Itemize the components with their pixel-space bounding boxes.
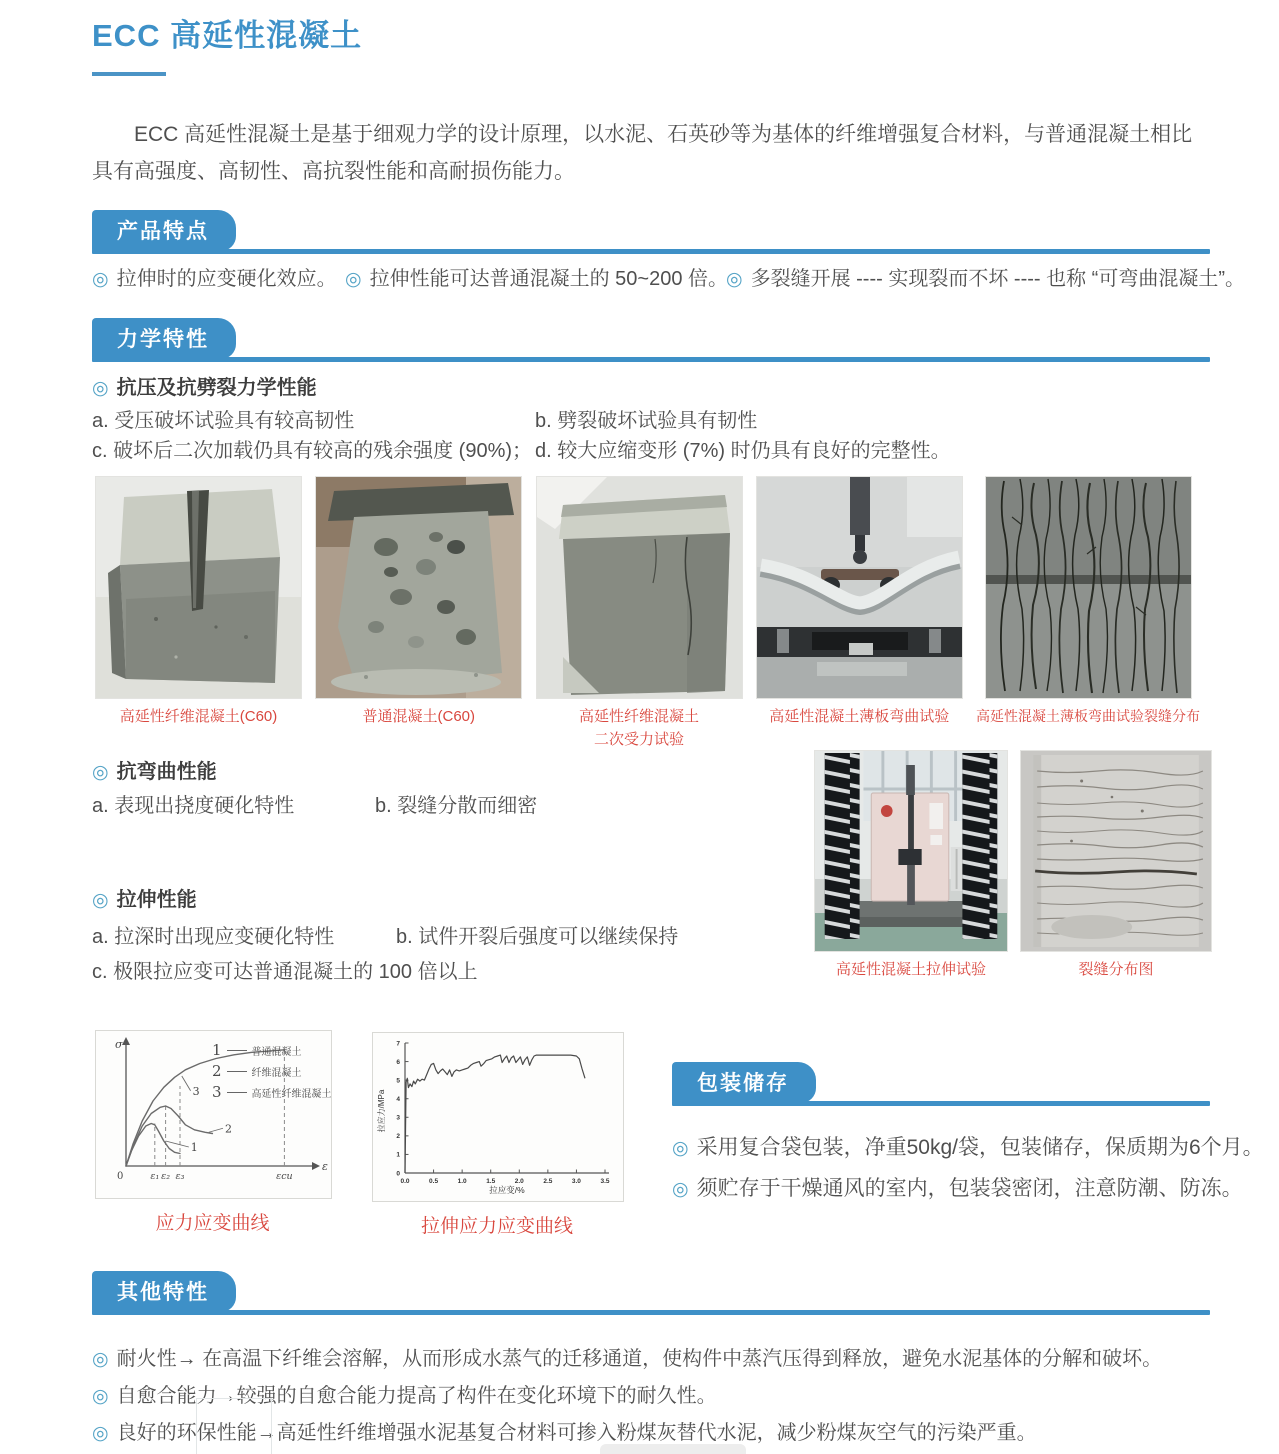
tensile-curve-chart-svg	[373, 1033, 623, 1201]
x-tick-label: 3.0	[571, 1178, 581, 1185]
double-circle-bullet-icon: ◎	[345, 269, 362, 290]
x-tick-label: ε₃	[175, 1171, 185, 1182]
legend-number: 2	[212, 1062, 222, 1080]
other-item-2-text: 自愈合能力→较强的自愈合能力提高了构件在变化环境下的耐久性。	[116, 1385, 717, 1407]
bending-heading	[92, 755, 217, 784]
section-packaging-tab: 包装储存	[672, 1062, 816, 1103]
packaging-item-2	[672, 1172, 1243, 1202]
section-features-header	[92, 210, 1210, 254]
chart-caption: 应力应变曲线	[155, 1213, 270, 1234]
photo-figure-bending-cracks	[976, 476, 1200, 751]
x-axis-label: 拉应变/%	[489, 1185, 525, 1195]
y-tick-label: 0	[396, 1170, 400, 1178]
photo-figure-tensile-machine	[814, 750, 1008, 982]
x-tick-label: 2.5	[543, 1178, 553, 1185]
curve-label-leader	[166, 1141, 189, 1147]
compress-item-b: b. 劈裂破坏试验具有韧性	[535, 410, 758, 432]
photo-caption: 高延性混凝土拉伸试验	[835, 961, 986, 978]
intro-paragraph: ECC 高延性混凝土是基于细观力学的设计原理，以水泥、石英砂等为基体的纤维增强复合材料，与普通混凝土相比具有高强度、高韧性、高抗裂性能和高耐损伤能力。	[92, 123, 1193, 183]
feature-item-2-text: 拉伸性能可达普通混凝土的 50~200 倍。	[369, 268, 729, 290]
double-circle-bullet-icon: ◎	[92, 1423, 109, 1444]
mechanics-photo-row	[95, 476, 1200, 751]
x-tick-label: ε₁	[150, 1171, 160, 1182]
compress-heading	[92, 371, 317, 400]
thin-plate-bending-test-image	[756, 476, 963, 699]
legend-label: 高延性纤维混凝土	[251, 1088, 332, 1100]
chart-caption: 拉伸应力应变曲线	[420, 1216, 573, 1237]
y-tick-label: 3	[396, 1114, 400, 1122]
section-features-tab: 产品特点	[92, 210, 236, 251]
bending-heading-text: 抗弯曲性能	[116, 761, 217, 783]
section-features-rule	[92, 249, 1210, 254]
tensile-heading	[92, 883, 197, 912]
packaging-item-2-text: 须贮存于干燥通风的室内，包装袋密闭，注意防潮、防冻。	[696, 1177, 1243, 1200]
double-circle-bullet-icon: ◎	[726, 269, 743, 290]
tensile-curve-figure	[372, 1032, 622, 1238]
photo-caption: 高延性混凝土薄板弯曲试验裂缝分布	[976, 708, 1200, 724]
origin-label: 0	[117, 1171, 124, 1182]
photo-figure-crack-map	[1020, 750, 1212, 982]
compress-item-c: c. 破坏后二次加载仍具有较高的残余强度 (90%)；	[92, 440, 533, 462]
y-tick-label: 6	[396, 1058, 400, 1066]
curve-number-label: 1	[190, 1141, 198, 1154]
legend-line-swatch	[227, 1092, 247, 1093]
bending-crack-distribution-image	[985, 476, 1192, 699]
tensile-item-b: b. 试件开裂后强度可以继续保持	[396, 926, 679, 948]
curve-number-label: 2	[225, 1122, 232, 1136]
section-other-rule	[92, 1310, 1210, 1315]
ordinary-concrete-c60-image	[315, 476, 522, 699]
legend-label: 纤维混凝土	[251, 1067, 302, 1079]
x-tick-label: 1.5	[486, 1178, 496, 1185]
photo-caption: 裂缝分布图	[1078, 961, 1154, 978]
stress-strain-chart-figure	[95, 1030, 330, 1235]
photo-caption-line-2: 二次受力试验	[593, 730, 684, 748]
legend-line-swatch	[227, 1071, 247, 1072]
x-tick-label: ε₂	[161, 1171, 171, 1182]
y-tick-label: 4	[396, 1096, 400, 1104]
other-item-1-text: 耐火性→ 在高温下纤维会溶解，从而形成水蒸气的迁移通道，使构件中蒸汽压得到释放，避免水泥基体的分解和破坏。	[116, 1348, 1163, 1370]
tensile-curve	[405, 1055, 585, 1173]
photo-figure-plate-bending	[756, 476, 963, 751]
other-item-1	[92, 1342, 1162, 1371]
tensile-item-c: c. 极限拉应变可达普通混凝土的 100 倍以上	[92, 961, 478, 983]
y-tick-label: 2	[396, 1133, 400, 1141]
photo-figure-ductile-c60	[95, 476, 302, 751]
chart-legend	[212, 1041, 332, 1104]
faint-cropped-element-artifact	[600, 1444, 746, 1454]
ductile-fiber-concrete-c60-image	[95, 476, 302, 699]
bending-item-b: b. 裂缝分散而细密	[375, 795, 538, 817]
other-item-3-text: 良好的环保性能→高延性纤维增强水泥基复合材料可掺入粉煤灰替代水泥，减少粉煤灰空气的污染严重。	[116, 1422, 1037, 1444]
legend-number: 1	[212, 1041, 222, 1059]
bending-item-a: a. 表现出挠度硬化特性	[92, 795, 295, 817]
curve-label-leader	[209, 1128, 223, 1132]
x-tick-label: 0.5	[429, 1178, 439, 1185]
feature-item-3-text: 多裂缝开展 ---- 实现裂而不坏 ---- 也称 “可弯曲混凝土”。	[750, 268, 1245, 290]
section-other-tab: 其他特性	[92, 1271, 236, 1312]
feature-item-1	[92, 262, 337, 291]
double-circle-bullet-icon: ◎	[92, 1386, 109, 1407]
compress-item-d: d. 较大应缩变形 (7%) 时仍具有良好的完整性。	[535, 440, 951, 462]
double-circle-bullet-icon: ◎	[92, 890, 109, 911]
tensile-test-machine-image	[814, 750, 1008, 952]
curve-number-label: 3	[192, 1084, 200, 1098]
packaging-item-1-text: 采用复合袋包装，净重50kg/袋，包装储存，保质期为6个月。	[696, 1136, 1264, 1159]
stress-strain-chart	[95, 1030, 332, 1199]
faint-cropped-drawing-artifact	[196, 1398, 272, 1454]
tensile-heading-text: 拉伸性能	[116, 889, 197, 911]
double-circle-bullet-icon: ◎	[672, 1138, 689, 1159]
double-circle-bullet-icon: ◎	[672, 1179, 689, 1200]
compress-item-a: a. 受压破坏试验具有较高韧性	[92, 410, 355, 432]
legend-row	[212, 1062, 332, 1080]
x-tick-label: 3.5	[600, 1178, 610, 1185]
photo-caption-line-1: 高延性纤维混凝土	[578, 708, 699, 725]
section-other-header	[92, 1271, 1210, 1315]
other-item-2	[92, 1379, 717, 1408]
double-circle-bullet-icon: ◎	[92, 269, 109, 290]
section-mechanics-tab: 力学特性	[92, 318, 236, 359]
packaging-item-1	[672, 1131, 1264, 1161]
tensile-photo-row	[814, 750, 1212, 982]
photo-figure-second-loading	[536, 476, 743, 751]
feature-item-2	[345, 262, 728, 291]
feature-item-1-text: 拉伸时的应变硬化效应。	[116, 268, 337, 290]
legend-row	[212, 1041, 332, 1059]
legend-line-swatch	[227, 1050, 247, 1051]
section-mechanics-header	[92, 318, 1210, 362]
crack-distribution-map-image	[1020, 750, 1212, 952]
y-tick-label: 7	[396, 1040, 400, 1048]
double-circle-bullet-icon: ◎	[92, 1349, 109, 1370]
x-tick-label: 1.0	[457, 1178, 467, 1185]
double-circle-bullet-icon: ◎	[92, 378, 109, 399]
photo-caption: 高延性纤维混凝土(C60)	[119, 708, 278, 725]
compress-heading-text: 抗压及抗劈裂力学性能	[116, 377, 317, 399]
x-tick-label: 0.0	[400, 1178, 410, 1185]
page-title: ECC 高延性混凝土	[92, 18, 363, 53]
legend-label: 普通混凝土	[251, 1046, 302, 1058]
second-loading-test-image	[536, 476, 743, 699]
legend-row	[212, 1083, 332, 1101]
curve-label-leader	[182, 1076, 191, 1091]
title-underline-dash	[92, 72, 166, 76]
photo-caption: 高延性混凝土薄板弯曲试验	[769, 708, 950, 725]
double-circle-bullet-icon: ◎	[92, 762, 109, 783]
tensile-item-a: a. 拉深时出现应变硬化特性	[92, 926, 335, 948]
y-tick-label: 5	[396, 1077, 400, 1085]
section-mechanics-rule	[92, 357, 1210, 362]
feature-item-3	[726, 262, 1245, 291]
x-axis-label: ε	[322, 1160, 328, 1173]
y-axis-label: σ	[115, 1038, 123, 1051]
x-tick-label: εcu	[276, 1171, 293, 1182]
photo-caption	[579, 706, 699, 751]
section-packaging-header	[672, 1062, 1210, 1106]
tensile-curve-chart	[372, 1032, 624, 1202]
y-axis-label: 拉应力/MPa	[377, 1089, 386, 1133]
x-tick-label: 2.0	[514, 1178, 524, 1185]
legend-number: 3	[212, 1083, 222, 1101]
y-tick-label: 1	[396, 1151, 400, 1159]
photo-caption: 普通混凝土(C60)	[362, 708, 475, 725]
photo-figure-ordinary-c60	[315, 476, 522, 751]
